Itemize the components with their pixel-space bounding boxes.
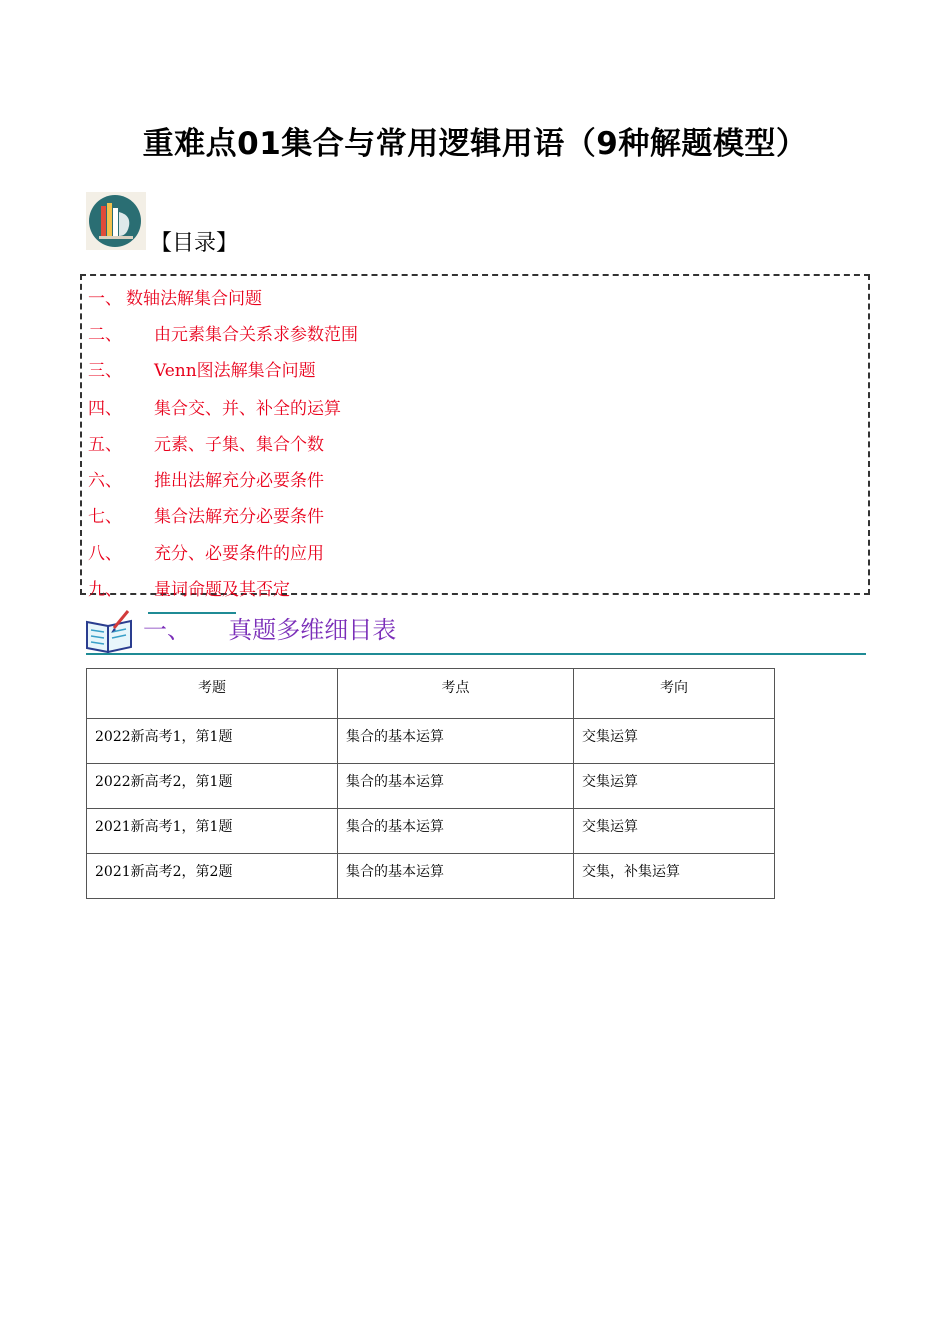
table-cell: 2021新高考1，第1题: [87, 809, 338, 854]
table-row: [87, 854, 775, 899]
table-row: [87, 719, 775, 764]
table-cell: 2022新高考1，第1题: [87, 719, 338, 764]
section-title: 真题多维细目表: [228, 616, 397, 644]
toc-item-text: 量词命题及其否定: [154, 580, 290, 600]
toc-item-number: 三、: [88, 361, 122, 381]
toc-item-text: 推出法解充分必要条件: [154, 471, 324, 491]
toc-item-text: 由元素集合关系求参数范围: [154, 325, 358, 345]
table-row: [87, 809, 775, 854]
exam-table: [86, 668, 775, 899]
books-logo-icon: [86, 192, 146, 250]
toc-item-number: 七、: [88, 507, 122, 527]
table-cell: 2022新高考2，第1题: [87, 764, 338, 809]
toc-item-number: 九、: [88, 580, 122, 600]
section-number: 一、: [143, 616, 191, 644]
open-book-icon: [84, 608, 136, 656]
toc-label: 【目录】: [150, 231, 239, 256]
toc-item-number: 二、: [88, 325, 122, 345]
toc-item-number: 一、: [88, 289, 122, 309]
table-header-cell: 考向: [574, 669, 775, 719]
table-cell: 2021新高考2，第2题: [87, 854, 338, 899]
section-heading: [143, 610, 396, 645]
section-rule: [86, 653, 866, 655]
table-header-cell: 考点: [338, 669, 574, 719]
page-title: 重难点01集合与常用逻辑用语（9种解题模型）: [142, 126, 808, 162]
table-header-row: [87, 669, 775, 719]
table-cell: 交集运算: [574, 764, 775, 809]
table-header-cell: 考题: [87, 669, 338, 719]
toc-item-number: 八、: [88, 544, 122, 564]
table-row: [87, 764, 775, 809]
table-cell: 交集运算: [574, 719, 775, 764]
toc-item-number: 六、: [88, 471, 122, 491]
table-cell: 集合的基本运算: [338, 809, 574, 854]
table-cell: 集合的基本运算: [338, 854, 574, 899]
toc-item-text: 数轴法解集合问题: [126, 289, 262, 309]
table-cell: 集合的基本运算: [338, 719, 574, 764]
toc-item-text: 集合交、并、补全的运算: [154, 399, 341, 419]
table-cell: 交集，补集运算: [574, 854, 775, 899]
toc-item-text: 元素、子集、集合个数: [154, 435, 324, 455]
table-cell: 集合的基本运算: [338, 764, 574, 809]
toc-item-number: 四、: [88, 399, 122, 419]
toc-item-text: Venn图法解集合问题: [154, 361, 316, 381]
table-cell: 交集运算: [574, 809, 775, 854]
toc-item-text: 充分、必要条件的应用: [154, 544, 324, 564]
toc-item-number: 五、: [88, 435, 122, 455]
toc-item-text: 集合法解充分必要条件: [154, 507, 324, 527]
toc-box: [80, 274, 870, 600]
